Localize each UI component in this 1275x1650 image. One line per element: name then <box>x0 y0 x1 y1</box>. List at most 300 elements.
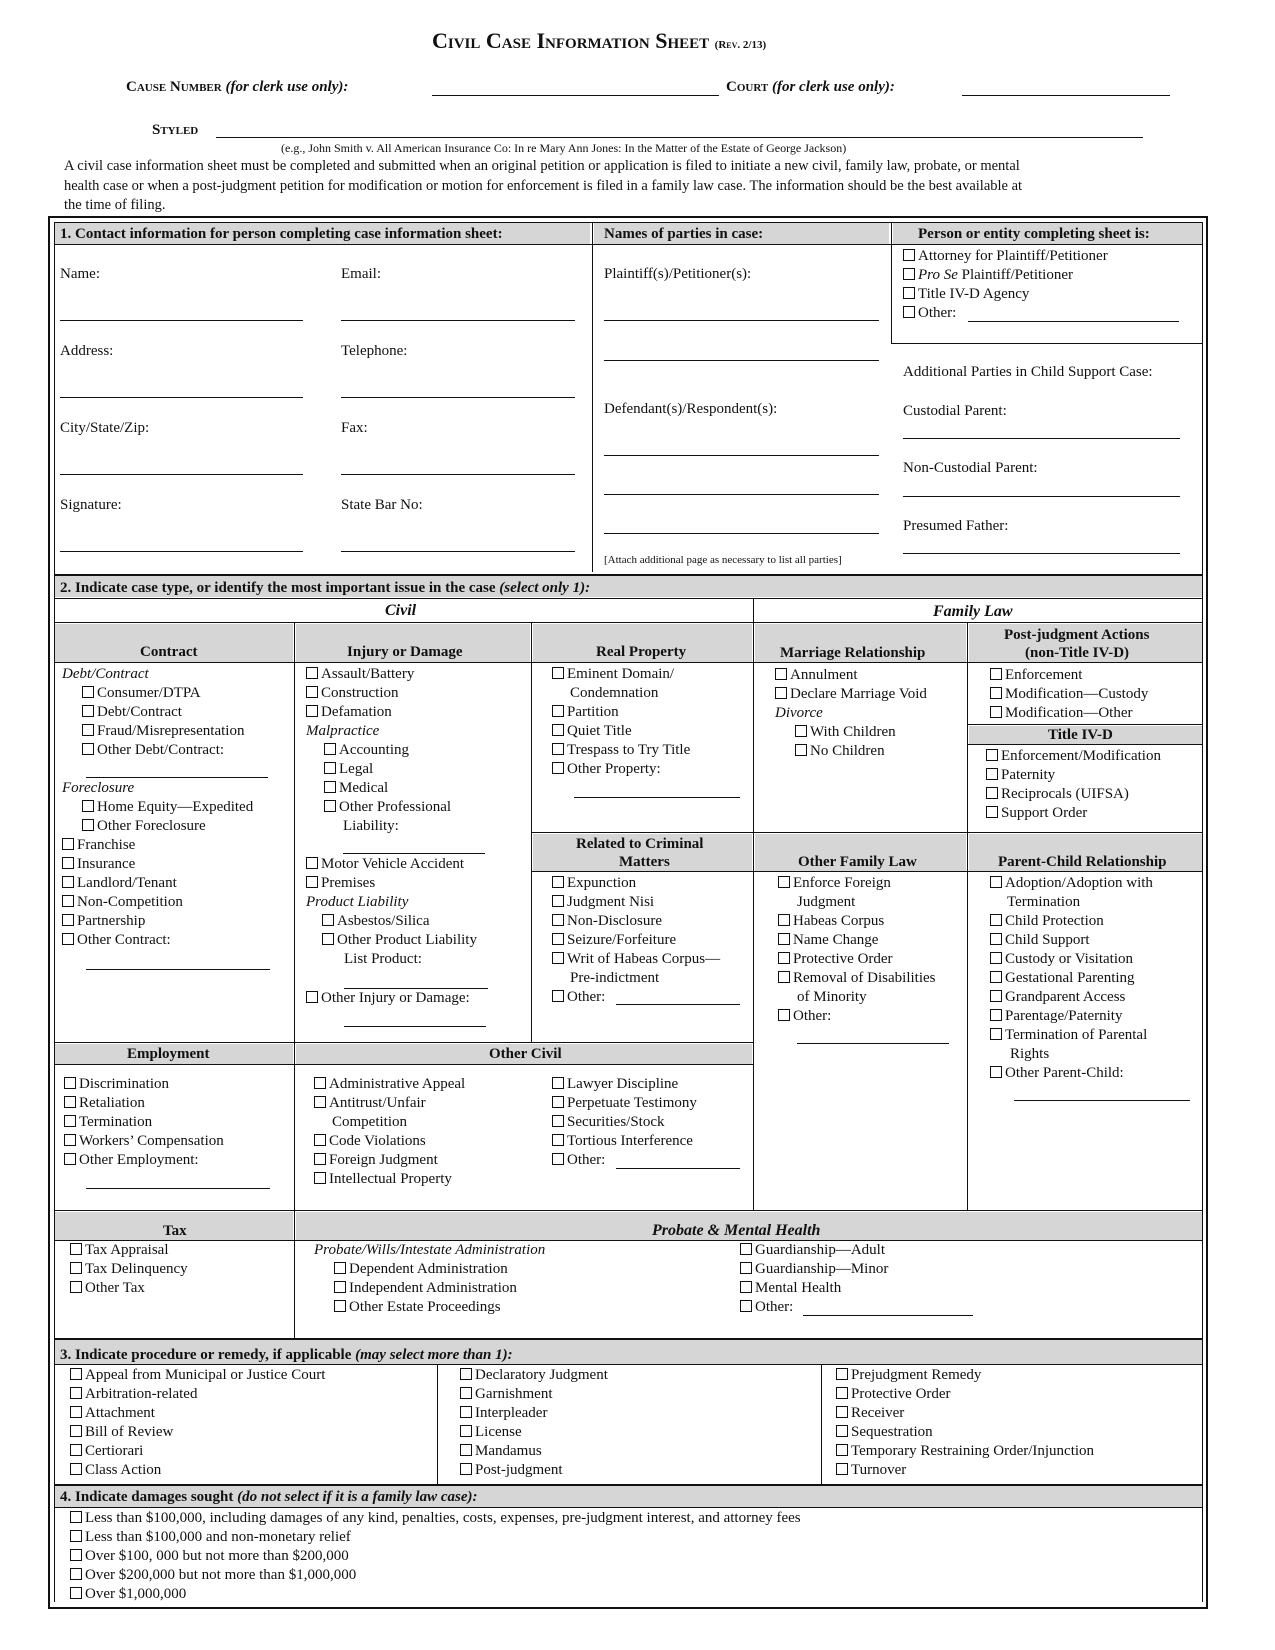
emp-other-checkbox[interactable] <box>64 1153 76 1165</box>
prob-guardianship-minor[interactable] <box>740 1260 888 1278</box>
ofl-other[interactable] <box>778 1007 831 1025</box>
attachment-checkbox[interactable] <box>70 1406 82 1418</box>
form-revision: (Rev. 2/13) <box>714 39 767 51</box>
dmg-less-100k-all[interactable] <box>70 1509 801 1527</box>
ip-checkbox[interactable] <box>314 1172 326 1184</box>
seizure-checkbox[interactable] <box>552 933 564 945</box>
other-debt-field[interactable] <box>86 777 268 778</box>
completing-title: Person or entity completing sheet is: <box>918 226 1150 242</box>
emp-discrimination[interactable] <box>64 1075 169 1093</box>
city-field[interactable] <box>60 474 303 475</box>
pc-child-protection[interactable] <box>990 912 1104 930</box>
fraud-checkbox[interactable] <box>82 724 94 736</box>
non-competition-checkbox[interactable] <box>62 895 74 907</box>
ofl-other-checkbox[interactable] <box>778 1009 790 1021</box>
securities-checkbox[interactable] <box>552 1115 564 1127</box>
ivd-paternity-checkbox[interactable] <box>986 768 998 780</box>
dmg-5-checkbox[interactable] <box>70 1587 82 1599</box>
adoption-checkbox[interactable] <box>990 876 1002 888</box>
contract-partnership[interactable] <box>62 912 145 930</box>
other-injury-field[interactable] <box>344 1026 486 1027</box>
emp-termination[interactable] <box>64 1113 152 1131</box>
oc-tortious[interactable] <box>552 1132 693 1150</box>
termination-checkbox[interactable] <box>990 1028 1002 1040</box>
prejudgment-checkbox[interactable] <box>836 1368 848 1380</box>
dmg-3-checkbox[interactable] <box>70 1549 82 1561</box>
crim-habeas[interactable] <box>552 950 720 968</box>
contract-franchise[interactable] <box>62 836 135 854</box>
child-support-checkbox[interactable] <box>990 933 1002 945</box>
pre-indictment-label: Pre-indictment <box>570 970 660 986</box>
rp-trespass[interactable] <box>552 741 690 759</box>
proc-class-action[interactable] <box>70 1461 161 1479</box>
void-checkbox[interactable] <box>775 687 787 699</box>
other-injury-checkbox[interactable] <box>306 991 318 1003</box>
cause-number-note: (for clerk use only): <box>225 79 349 95</box>
guardianship-minor-checkbox[interactable] <box>740 1262 752 1274</box>
ofl-enforce-foreign[interactable] <box>778 874 891 892</box>
contract-insurance[interactable] <box>62 855 135 873</box>
form-title <box>432 28 766 58</box>
contract-other-debt[interactable] <box>82 741 224 759</box>
injury-other[interactable] <box>306 989 470 1007</box>
ofl-other-field[interactable] <box>797 1043 949 1044</box>
consumer-checkbox[interactable] <box>82 686 94 698</box>
dmg-4-checkbox[interactable] <box>70 1568 82 1580</box>
rp-other-property[interactable] <box>552 760 661 778</box>
court-text: Court <box>726 79 769 95</box>
injury-premises[interactable] <box>306 874 375 892</box>
turnover-checkbox[interactable] <box>836 1463 848 1475</box>
asbestos-checkbox[interactable] <box>322 914 334 926</box>
ivd-paternity[interactable] <box>986 766 1055 784</box>
proc-mandamus[interactable] <box>460 1442 542 1460</box>
annulment-checkbox[interactable] <box>775 668 787 680</box>
contract-other-foreclosure[interactable] <box>82 817 206 835</box>
with-children-label: With Children <box>810 724 896 740</box>
other-property-checkbox[interactable] <box>552 762 564 774</box>
other-contract-checkbox[interactable] <box>62 933 74 945</box>
prob-mental-health[interactable] <box>740 1279 841 1297</box>
franchise-checkbox[interactable] <box>62 838 74 850</box>
medical-checkbox[interactable] <box>324 781 336 793</box>
pc-grandparent[interactable] <box>990 988 1125 1006</box>
proc-garnishment[interactable] <box>460 1385 552 1403</box>
debt-checkbox[interactable] <box>82 705 94 717</box>
other-checkbox[interactable] <box>903 306 915 318</box>
oc-securities[interactable] <box>552 1113 665 1131</box>
antitrust-checkbox[interactable] <box>314 1096 326 1108</box>
code-violations-checkbox[interactable] <box>314 1134 326 1146</box>
removal-checkbox[interactable] <box>778 971 790 983</box>
ivd-reciprocals[interactable] <box>986 785 1129 803</box>
child-protection-checkbox[interactable] <box>990 914 1002 926</box>
tax-delinquency-label: Tax Delinquency <box>85 1261 188 1277</box>
styled-label: Styled <box>152 122 199 138</box>
dependent-label: Dependent Administration <box>349 1261 508 1277</box>
contract-home-equity[interactable] <box>82 798 253 816</box>
injury-construction[interactable] <box>306 684 399 702</box>
pc-termination[interactable] <box>990 1026 1147 1044</box>
defamation-label: Defamation <box>321 704 392 720</box>
proc-arbitration[interactable] <box>70 1385 197 1403</box>
admin-appeal-checkbox[interactable] <box>314 1077 326 1089</box>
injury-medical[interactable] <box>324 779 388 797</box>
certiorari-checkbox[interactable] <box>70 1444 82 1456</box>
prob-other-field[interactable] <box>803 1315 973 1316</box>
plaintiff-field-1[interactable] <box>604 320 879 321</box>
proc-post-judgment-checkbox[interactable] <box>460 1463 472 1475</box>
intro-line-2: health case or when a post-judgment petition for modification or motion for enforcement is filed in a family law case. The information should be the best available at <box>64 178 1023 194</box>
oc-lawyer-discipline[interactable] <box>552 1075 678 1093</box>
tro-checkbox[interactable] <box>836 1444 848 1456</box>
tortious-label: Tortious Interference <box>567 1133 693 1149</box>
motor-vehicle-checkbox[interactable] <box>306 857 318 869</box>
premises-label: Premises <box>321 875 376 891</box>
proc-attachment[interactable] <box>70 1404 155 1422</box>
appeal-checkbox[interactable] <box>70 1368 82 1380</box>
address-field[interactable] <box>60 397 303 398</box>
title-ivd-checkbox[interactable] <box>903 287 915 299</box>
criminal-title-1: Related to Criminal <box>576 836 704 852</box>
contract-fraud[interactable] <box>82 722 244 740</box>
injury-other-product[interactable] <box>322 931 477 949</box>
prob-dependent[interactable] <box>334 1260 508 1278</box>
quiet-title-checkbox[interactable] <box>552 724 564 736</box>
mar-no-children[interactable] <box>795 742 885 760</box>
other-debt-checkbox[interactable] <box>82 743 94 755</box>
pc-other-checkbox[interactable] <box>990 1066 1002 1078</box>
other-product-checkbox[interactable] <box>322 933 334 945</box>
proc-declaratory[interactable] <box>460 1366 608 1384</box>
trespass-checkbox[interactable] <box>552 743 564 755</box>
email-field[interactable] <box>341 320 575 321</box>
prob-other-label: Other: <box>755 1299 794 1315</box>
workers-comp-checkbox[interactable] <box>64 1134 76 1146</box>
legal-label: Legal <box>339 761 374 777</box>
accounting-checkbox[interactable] <box>324 743 336 755</box>
pc-custody[interactable] <box>990 950 1133 968</box>
declaratory-checkbox[interactable] <box>460 1368 472 1380</box>
guardianship-adult-checkbox[interactable] <box>740 1243 752 1255</box>
judgment-nisi-label: Judgment Nisi <box>567 894 655 910</box>
bill-of-review-checkbox[interactable] <box>70 1425 82 1437</box>
crim-non-disclosure[interactable] <box>552 912 662 930</box>
proc-post-judgment[interactable] <box>460 1461 563 1479</box>
crim-other-checkbox[interactable] <box>552 990 564 1002</box>
emp-workers-comp[interactable] <box>64 1132 224 1150</box>
completing-title-ivd[interactable] <box>903 285 1029 303</box>
rp-quiet-title[interactable] <box>552 722 632 740</box>
defendant-field-3[interactable] <box>604 533 879 534</box>
oc-intellectual-property[interactable] <box>314 1170 452 1188</box>
enforce-foreign-checkbox[interactable] <box>778 876 790 888</box>
dmg-2-checkbox[interactable] <box>70 1530 82 1542</box>
ivd-support-order-checkbox[interactable] <box>986 806 998 818</box>
pj-enforcement-checkbox[interactable] <box>990 668 1002 680</box>
assault-checkbox[interactable] <box>306 667 318 679</box>
contract-debt[interactable] <box>82 703 182 721</box>
partition-checkbox[interactable] <box>552 705 564 717</box>
oc-other-field[interactable] <box>616 1168 740 1169</box>
contract-other[interactable] <box>62 931 171 949</box>
tax-other-checkbox[interactable] <box>70 1281 82 1293</box>
custody-label: Custody or Visitation <box>1005 951 1133 967</box>
injury-asbestos[interactable] <box>322 912 430 930</box>
ofl-removal[interactable] <box>778 969 935 987</box>
oc-other-label: Other: <box>567 1152 606 1168</box>
insurance-checkbox[interactable] <box>62 857 74 869</box>
proc-sequestration[interactable] <box>836 1423 933 1441</box>
signature-field[interactable] <box>60 551 303 552</box>
grandparent-checkbox[interactable] <box>990 990 1002 1002</box>
pc-adoption[interactable] <box>990 874 1153 892</box>
expunction-checkbox[interactable] <box>552 876 564 888</box>
emp-other[interactable] <box>64 1151 199 1169</box>
ofl-protective-order-checkbox[interactable] <box>778 952 790 964</box>
no-children-checkbox[interactable] <box>795 744 807 756</box>
emp-retaliation[interactable] <box>64 1094 145 1112</box>
prob-guardianship-adult[interactable] <box>740 1241 885 1259</box>
intro-line-3: the time of filing. <box>64 197 166 213</box>
marriage-title: Marriage Relationship <box>780 645 926 661</box>
proc-interpleader[interactable] <box>460 1404 547 1422</box>
oc-other-checkbox[interactable] <box>552 1153 564 1165</box>
tortious-checkbox[interactable] <box>552 1134 564 1146</box>
class-action-checkbox[interactable] <box>70 1463 82 1475</box>
pj-mod-other-label: Modification—Other <box>1005 705 1133 721</box>
proc-receiver[interactable] <box>836 1404 904 1422</box>
contract-landlord[interactable] <box>62 874 177 892</box>
proc-protective-order-checkbox[interactable] <box>836 1387 848 1399</box>
other-professional-checkbox[interactable] <box>324 800 336 812</box>
pj-enforcement[interactable] <box>990 666 1082 684</box>
styled-field[interactable] <box>216 137 1143 138</box>
proc-appeal[interactable] <box>70 1366 325 1384</box>
oc-perpetuate[interactable] <box>552 1094 697 1112</box>
crim-other[interactable] <box>552 988 605 1006</box>
proc-prejudgment[interactable] <box>836 1366 981 1384</box>
injury-accounting[interactable] <box>324 741 409 759</box>
crim-judgment-nisi[interactable] <box>552 893 654 911</box>
pc-parentage[interactable] <box>990 1007 1122 1025</box>
legal-checkbox[interactable] <box>324 762 336 774</box>
crim-other-label: Other: <box>567 989 606 1005</box>
pc-other[interactable] <box>990 1064 1124 1082</box>
independent-checkbox[interactable] <box>334 1281 346 1293</box>
habeas-checkbox[interactable] <box>552 952 564 964</box>
foreclosure-sub: Foreclosure <box>62 780 135 796</box>
injury-defamation[interactable] <box>306 703 392 721</box>
other-foreclosure-label: Other Foreclosure <box>97 818 206 834</box>
name-field[interactable] <box>60 320 303 321</box>
oc-other[interactable] <box>552 1151 605 1169</box>
ivd-enforcement[interactable] <box>986 747 1161 765</box>
cause-number-field[interactable] <box>432 95 719 96</box>
arbitration-checkbox[interactable] <box>70 1387 82 1399</box>
tax-delinquency-checkbox[interactable] <box>70 1262 82 1274</box>
sequestration-label: Sequestration <box>851 1424 933 1440</box>
oc-antitrust[interactable] <box>314 1094 426 1112</box>
telephone-field[interactable] <box>341 397 575 398</box>
injury-legal[interactable] <box>324 760 373 778</box>
tax-appraisal-checkbox[interactable] <box>70 1243 82 1255</box>
crim-other-field[interactable] <box>616 1004 740 1005</box>
sequestration-checkbox[interactable] <box>836 1425 848 1437</box>
ivd-enforcement-checkbox[interactable] <box>986 749 998 761</box>
mental-health-checkbox[interactable] <box>740 1281 752 1293</box>
tax-other[interactable] <box>70 1279 145 1297</box>
declaratory-label: Declaratory Judgment <box>475 1367 608 1383</box>
other-injury-label: Other Injury or Damage: <box>321 990 470 1006</box>
other-civil-title: Other Civil <box>489 1046 562 1062</box>
gestational-checkbox[interactable] <box>990 971 1002 983</box>
other-contract-field[interactable] <box>86 969 270 970</box>
other-estate-checkbox[interactable] <box>334 1300 346 1312</box>
completing-attorney[interactable] <box>903 247 1108 265</box>
tax-appraisal[interactable] <box>70 1241 169 1259</box>
interpleader-checkbox[interactable] <box>460 1406 472 1418</box>
pj-mod-custody-checkbox[interactable] <box>990 687 1002 699</box>
lawyer-discipline-checkbox[interactable] <box>552 1077 564 1089</box>
foreign-judgment-checkbox[interactable] <box>314 1153 326 1165</box>
eminent-domain-checkbox[interactable] <box>552 667 564 679</box>
pj-mod-other-checkbox[interactable] <box>990 706 1002 718</box>
non-custodial-field[interactable] <box>903 496 1180 497</box>
home-equity-checkbox[interactable] <box>82 800 94 812</box>
adoption-label: Adoption/Adoption with <box>1005 875 1153 891</box>
mandamus-checkbox[interactable] <box>460 1444 472 1456</box>
partnership-checkbox[interactable] <box>62 914 74 926</box>
proc-certiorari[interactable] <box>70 1442 143 1460</box>
defamation-checkbox[interactable] <box>306 705 318 717</box>
ofl-habeas[interactable] <box>778 912 884 930</box>
rp-partition[interactable] <box>552 703 619 721</box>
presumed-father-field[interactable] <box>903 553 1180 554</box>
perpetuate-checkbox[interactable] <box>552 1096 564 1108</box>
section4-title-note: (do not select if it is a family law case): <box>237 1489 478 1505</box>
parentage-checkbox[interactable] <box>990 1009 1002 1021</box>
contract-non-competition[interactable] <box>62 893 183 911</box>
proc-tro[interactable] <box>836 1442 1094 1460</box>
emp-termination-checkbox[interactable] <box>64 1115 76 1127</box>
with-children-checkbox[interactable] <box>795 725 807 737</box>
ofl-protective-order[interactable] <box>778 950 893 968</box>
proc-license[interactable] <box>460 1423 522 1441</box>
ofl-habeas-checkbox[interactable] <box>778 914 790 926</box>
prob-independent[interactable] <box>334 1279 517 1297</box>
pc-other-field[interactable] <box>1014 1100 1190 1101</box>
oc-foreign-judgment[interactable] <box>314 1151 438 1169</box>
criminal-title-2: Matters <box>619 854 670 870</box>
dmg-less-100k-nonmonetary[interactable] <box>70 1528 351 1546</box>
contract-consumer[interactable] <box>82 684 201 702</box>
prob-other-estate[interactable] <box>334 1298 501 1316</box>
dmg-over-1m[interactable] <box>70 1585 186 1603</box>
construction-checkbox[interactable] <box>306 686 318 698</box>
injury-motor-vehicle[interactable] <box>306 855 464 873</box>
plaintiff-field-2[interactable] <box>604 360 879 361</box>
license-checkbox[interactable] <box>460 1425 472 1437</box>
injury-assault[interactable] <box>306 665 414 683</box>
crim-seizure[interactable] <box>552 931 676 949</box>
expunction-label: Expunction <box>567 875 637 891</box>
email-label: Email: <box>341 266 381 282</box>
name-change-checkbox[interactable] <box>778 933 790 945</box>
other-property-field[interactable] <box>574 797 740 798</box>
proc-protective-order[interactable] <box>836 1385 951 1403</box>
mar-annulment[interactable] <box>775 666 858 684</box>
oc-admin-appeal[interactable] <box>314 1075 465 1093</box>
bar-no-field[interactable] <box>341 551 575 552</box>
custody-checkbox[interactable] <box>990 952 1002 964</box>
proc-turnover[interactable] <box>836 1461 906 1479</box>
ofl-name-change[interactable] <box>778 931 878 949</box>
emp-other-field[interactable] <box>86 1188 270 1189</box>
rp-eminent-domain[interactable] <box>552 665 674 683</box>
tax-other-label: Other Tax <box>85 1280 145 1296</box>
dmg-200k-1m[interactable] <box>70 1566 356 1584</box>
tax-delinquency[interactable] <box>70 1260 188 1278</box>
premises-checkbox[interactable] <box>306 876 318 888</box>
address-label: Address: <box>60 343 114 359</box>
completing-other[interactable] <box>903 304 956 322</box>
oc-code-violations[interactable] <box>314 1132 426 1150</box>
pj-mod-other[interactable] <box>990 704 1132 722</box>
judgment-nisi-checkbox[interactable] <box>552 895 564 907</box>
emp-other-label: Other Employment: <box>79 1152 199 1168</box>
completing-other-field[interactable] <box>968 321 1179 322</box>
mar-with-children[interactable] <box>795 723 896 741</box>
court-field[interactable] <box>962 95 1170 96</box>
receiver-checkbox[interactable] <box>836 1406 848 1418</box>
pc-gestational[interactable] <box>990 969 1135 987</box>
injury-other-professional[interactable] <box>324 798 451 816</box>
defendant-field-1[interactable] <box>604 455 879 456</box>
discrimination-label: Discrimination <box>79 1076 169 1092</box>
other-foreclosure-checkbox[interactable] <box>82 819 94 831</box>
pj-mod-custody[interactable] <box>990 685 1148 703</box>
garnishment-checkbox[interactable] <box>460 1387 472 1399</box>
debt-label: Debt/Contract <box>97 704 182 720</box>
proc-protective-order-label: Protective Order <box>851 1386 951 1402</box>
employment-title: Employment <box>127 1046 210 1062</box>
dmg-1-checkbox[interactable] <box>70 1511 82 1523</box>
defendant-field-2[interactable] <box>604 494 879 495</box>
custodial-field[interactable] <box>903 438 1180 439</box>
prob-other[interactable] <box>740 1298 793 1316</box>
pro-se-checkbox[interactable] <box>903 268 915 280</box>
mar-void[interactable] <box>775 685 927 703</box>
prob-other-checkbox[interactable] <box>740 1300 752 1312</box>
non-disclosure-checkbox[interactable] <box>552 914 564 926</box>
pc-child-support[interactable] <box>990 931 1090 949</box>
crim-expunction[interactable] <box>552 874 636 892</box>
dependent-checkbox[interactable] <box>334 1262 346 1274</box>
dmg-100k-200k[interactable] <box>70 1547 349 1565</box>
ivd-support-order[interactable] <box>986 804 1087 822</box>
discrimination-checkbox[interactable] <box>64 1077 76 1089</box>
attorney-checkbox[interactable] <box>903 249 915 261</box>
completing-pro-se[interactable] <box>903 266 1073 284</box>
retaliation-checkbox[interactable] <box>64 1096 76 1108</box>
proc-bill-of-review[interactable] <box>70 1423 173 1441</box>
non-disclosure-label: Non-Disclosure <box>567 913 662 929</box>
ivd-reciprocals-checkbox[interactable] <box>986 787 998 799</box>
liability-field[interactable] <box>343 853 485 854</box>
fax-field[interactable] <box>341 474 575 475</box>
landlord-checkbox[interactable] <box>62 876 74 888</box>
